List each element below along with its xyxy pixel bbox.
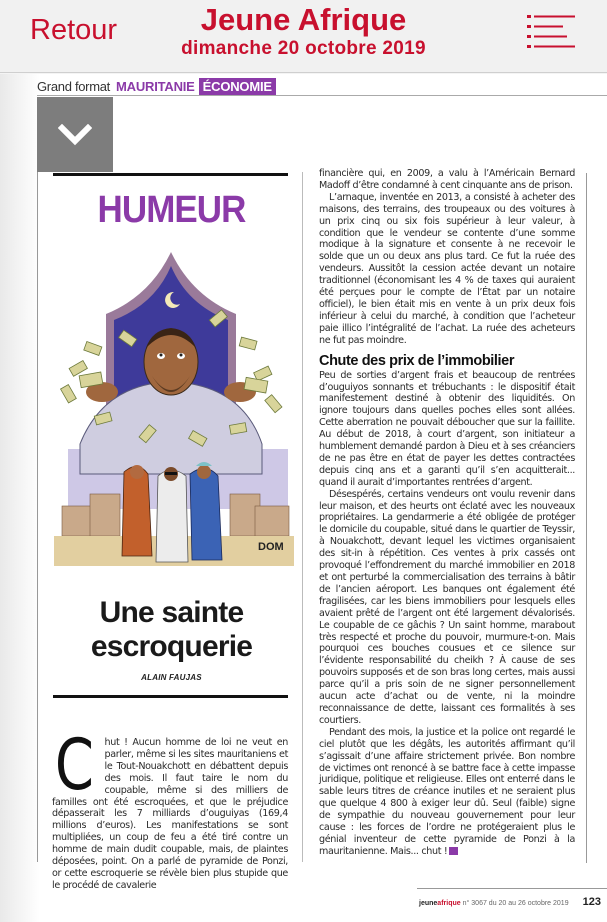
intro-text: hut ! Aucun homme de loi ne veut en parler, même si les sites mauritaniens et le Tout-Nouakchott en débattent depuis des mois. Il faut taire le nom du coupable, même si des milliers de familles ont été escroquées, et que le préjudice dépasserait les 7 milliards d’ouguiyas (169,4 millions d’euros). Les manifestations se sont multipliées, un coup de feu a été tiré contre un homme de main dudit coupable, mais, de plaintes déposées, point. On a parlé de pyramide de Ponzi, or cette escroquerie se révèle bien plus stupide que le procédé de cavalerie [52,737,288,891]
paragraph-4: Désespérés, certains vendeurs ont voulu revenir dans leur maison, et des heurts ont éclaté avec les nouveaux propriétaires. La gendarmerie a été obligée de protéger le domicile du coupable, situé dans le quartier de Teyssir, à Nouakchott, devant lequel les victimes organisaient des sit-in à répétition. Ces ventes à prix cassés ont provoqué l’effondrement du marché immobilier en 2018 et ont perturbé la commercialisation des terrains à bâtir de l’ancien aéroport. Les banques ont également été fragilisées, car les biens immobiliers pour lesquels elles avaient prêté de l’argent ont été largement dévalorisés. Le coupable de ce gâchis ? Un saint homme, marabout très respecté et proche du pouvoir, murmure-t-on. Mais pourquoi ces bouches cousues et ce silence sur l’évidente responsabilité du cheikh ? À cause de ses pouvoirs supposés et de son bras long certes, mais aussi parce qu’il a pris soin de ne signer personnellement aucun acte d’achat ou de vente, ni la moindre reconnaissance de dette, laissant ces formalités à ses courtiers. [319,488,575,726]
artist-signature: DOM [258,541,284,553]
paragraph-2: L’arnaque, inventée en 2013, a consisté à acheter des maisons, des terrains, des troupeaux ou des voitures à un prix cinq ou six fois supérieur à leur valeur, à condition que le vendeur se contente d’une somme modique à la signature et consente à ne recevoir le solde que un ou deux ans plus tard. Ce fut la ruée des vendeurs. Aussitôt la cession actée devant un notaire traditionnel (économisant les 4 % de taxes qui auraient été perçues pour le compte de l’État par un notaire officiel), le bien était mis en vente à un prix deux fois inférieur à celui du marché, à condition que l’acheteur paie illico l’intégralité de l’achat. La ruée des acheteurs ne fut pas moindre. [319,191,575,346]
app-header [0,0,607,73]
list-menu-icon [527,14,575,48]
kicker-label: HUMEUR [97,189,246,231]
sunglasses [165,472,177,475]
rubric-bar [37,77,276,95]
rubric-section: Grand format [37,78,110,94]
app-title: Jeune Afrique [200,2,407,37]
chevron-down-icon [58,124,92,146]
paragraph-5-text: Pendant des mois, la justice et la police ont regardé le ciel plutôt que les dégâts, les autorités affirmant qu’il s’agissait d’une affaire strictement privée. Bon nombre de victimes ont renoncé à se battre face à cette impasse juridique, politique et religieuse. Elles ont enterré dans le sable leurs titres de créance inutiles et ne seraient plus que quelque 4 800 à exiger leur dû. Seul (faible) signe de sympathie du nouveau gouvernement pour leur cause : les forces de l’ordre ne protégeraient plus le génial inventeur de cette pyramide de Ponzi à la mauritanienne. Mais... chut ! [319,726,575,857]
end-of-article-icon: JA [449,847,458,855]
footer-brand-jeune: jeune [419,900,438,907]
collapse-button[interactable] [37,97,113,172]
back-button[interactable]: Retour [30,14,118,46]
rubric-country: MAURITANIE [116,78,195,94]
rubric-divider [37,95,607,96]
left-column-text [52,724,288,892]
headline-line-2: escroquerie [90,630,253,663]
author-byline: ALAIN FAUJAS [141,673,202,682]
byline-divider [53,695,288,698]
paragraph-5 [319,727,575,858]
page-footer [419,896,601,908]
section-subheading: Chute des prix de l’immobilier [319,352,515,369]
right-column-text [319,168,575,858]
paragraph-3: Peu de sorties d’argent frais et beaucoup de rentrées d’ouguiyos sonnants et trébuchants : le dispositif était manifestement destiné à obtenir des liquidités. On ignore toujours dans quelles poches elles sont allées. Cette aberration ne pouvait déboucher que sur la faillite. Au début de 2018, à court d’argent, son initiateur a humblement demandé pardon à Dieu et à ses créanciers de ne pas être en état de payer les dettes contractées depuis cinq ans et a garanti qu’il s’en acquitterait... quand il aurait d’importantes rentrées d’argent. [319,369,575,488]
article-headline [40,596,303,664]
intro-paragraph [52,724,288,892]
paragraph-1: financière qui, en 2009, a valu à l’Américain Bernard Madoff d’être condamné à cent cinquante ans de prison. [319,168,575,191]
man-blue [190,468,222,560]
man-orange [122,466,152,556]
drop-cap: C [54,724,94,806]
page-number: 123 [582,896,601,908]
headline-line-1: Une sainte [99,596,244,629]
man-white [156,470,188,562]
footer-issue: n° 3067 du 20 au 26 octobre 2019 [462,900,569,907]
rubric-category: ÉCONOMIE [199,78,276,95]
top-divider [53,173,288,176]
footer-brand-afrique: afrique [437,900,461,907]
issue-date: dimanche 20 octobre 2019 [181,38,426,59]
cartoon-illustration [40,244,302,579]
right-column-border [586,173,587,863]
menu-button[interactable] [527,14,575,48]
footer-divider [417,888,607,889]
